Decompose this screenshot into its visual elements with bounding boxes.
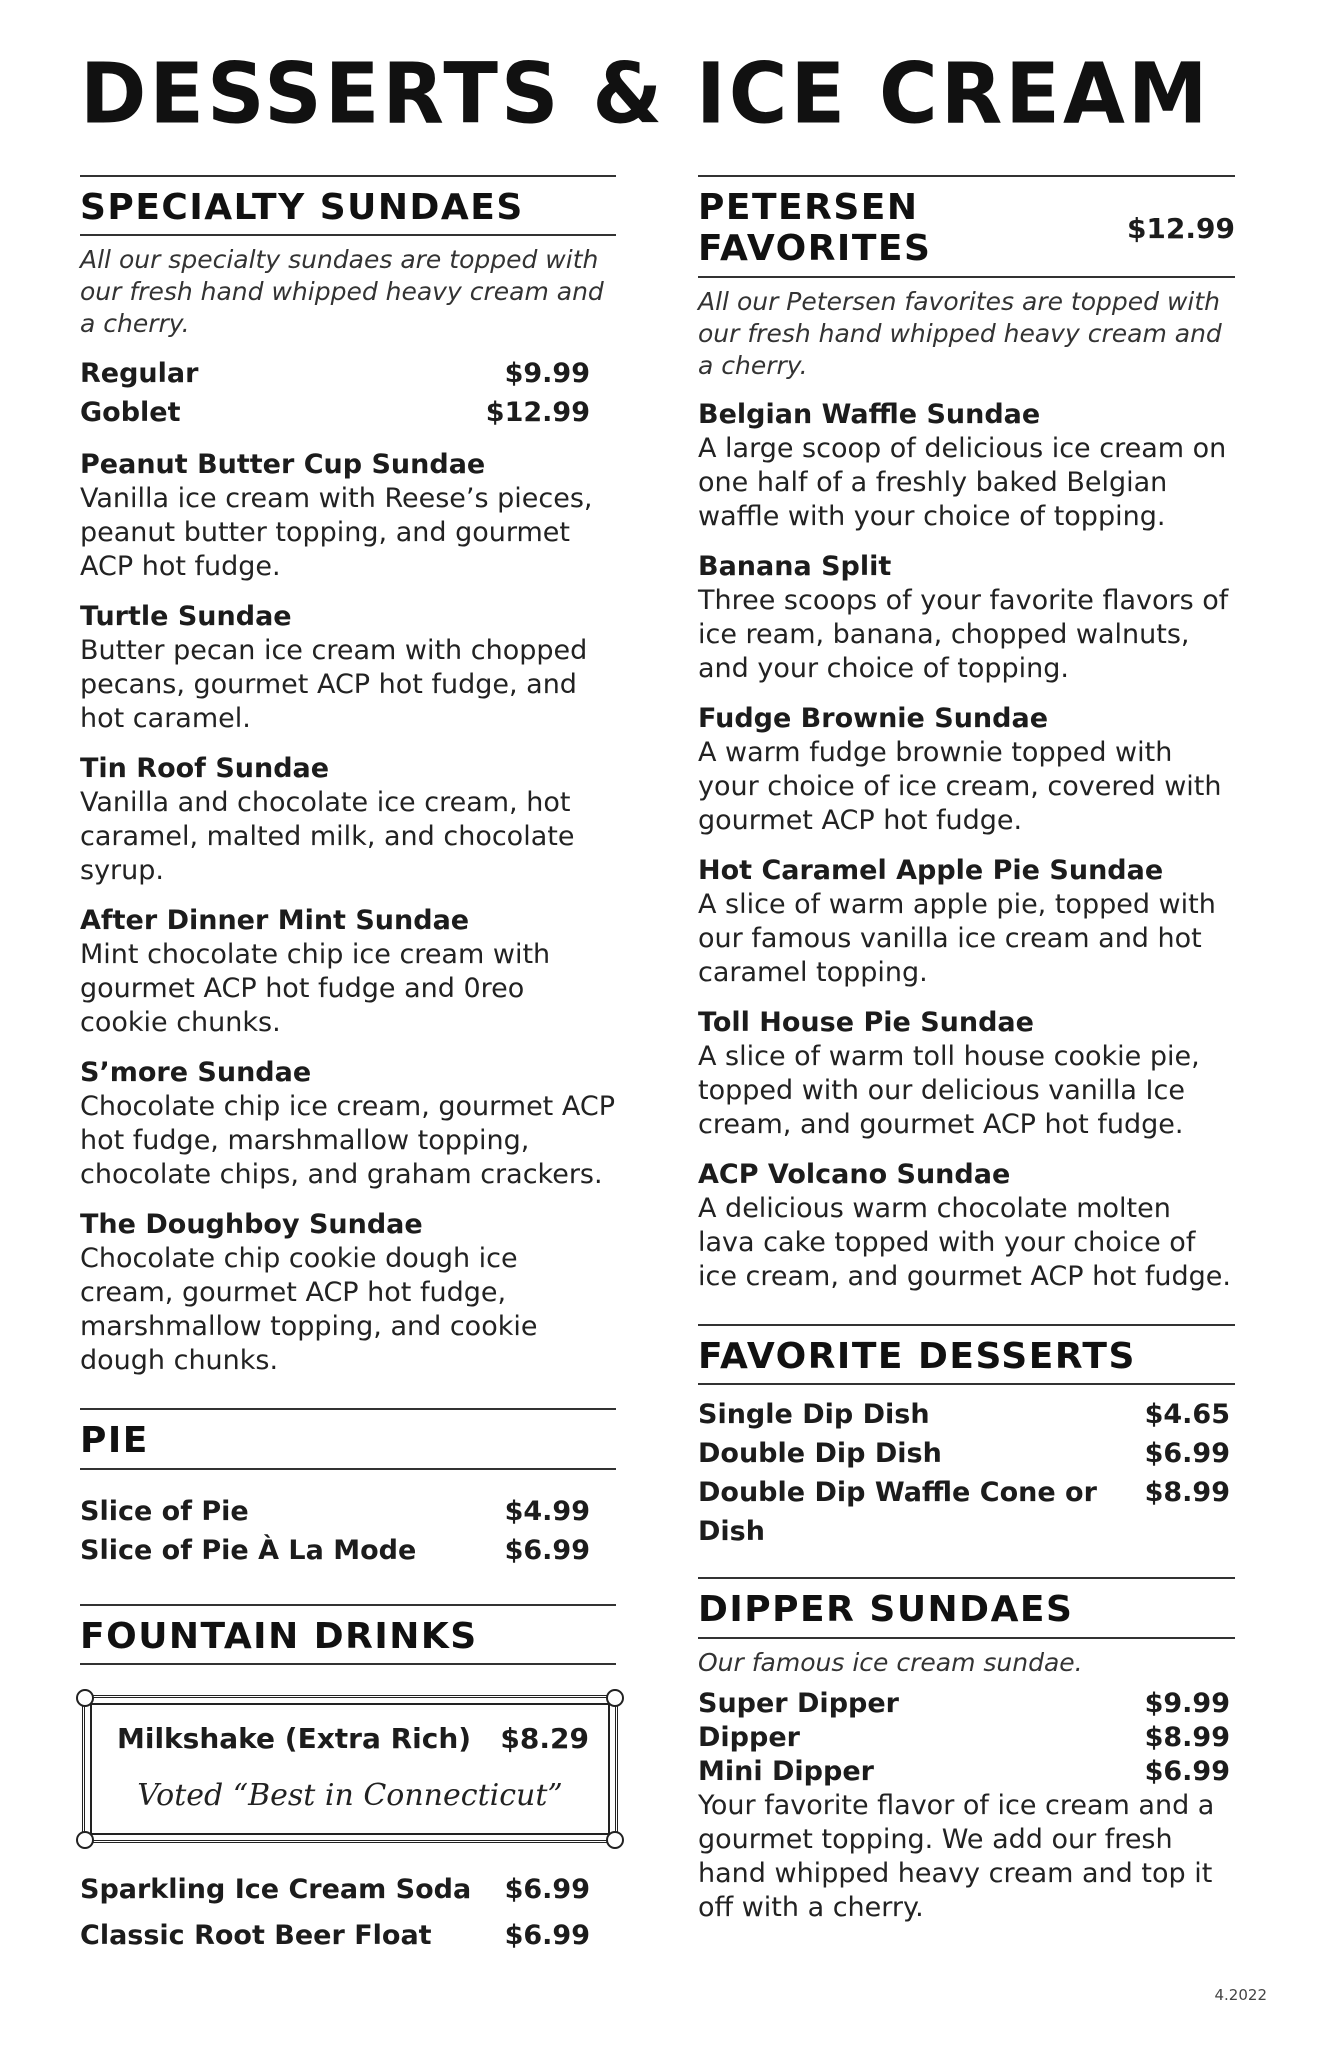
item-desc: Chocolate chip ice cream, gourmet ACP hot fudge, marshmallow topping, chocolate chips, and graham crackers. [80,1091,615,1191]
price-row [80,1531,590,1570]
item-desc: A large scoop of delicious ice cream on one half of a freshly baked Belgian waffle with your choice of topping. [698,432,1227,532]
menu-item [698,398,1235,534]
section-intro: All our specialty sundaes are topped with our fresh hand whipped heavy cream and a cherry. [80,245,604,339]
price-row [80,1867,590,1913]
menu-item [698,1158,1235,1294]
pie-header [80,1410,616,1469]
menu-item [80,752,616,888]
price-value: $6.99 [1144,1755,1230,1787]
price-label: Slice of Pie [80,1495,249,1527]
page-title: DESSERTS & ICE CREAM [80,44,1211,143]
item-name: Tin Roof Sundae [80,753,330,785]
price-value: $8.29 [500,1722,589,1756]
item-desc: A warm fudge brownie topped with your choice of ice cream, covered with gourmet ACP hot fudge. [698,736,1222,836]
price-value: $8.99 [1144,1721,1230,1753]
price-value: $4.99 [504,1495,590,1527]
price-label: Goblet [80,397,181,429]
price-label: Sparkling Ice Cream Soda [80,1874,472,1906]
price-row [80,1492,590,1531]
item-name: Hot Caramel Apple Pie Sundae [698,854,1164,886]
menu-item [698,550,1235,686]
price-row [80,1913,590,1959]
item-desc: Vanilla ice cream with Reese’s pieces, peanut butter topping, and gourmet ACP hot fudge. [80,483,593,583]
revision-code: 4.2022 [1214,1986,1267,2004]
price-row [698,1434,1230,1473]
price-row [698,1395,1230,1434]
section-title: PETERSEN FAVORITES [698,187,932,270]
price-label: Milkshake (Extra Rich) [117,1722,472,1756]
price-value: $9.99 [504,358,590,390]
price-row [117,1722,589,1755]
item-name: Belgian Waffle Sundae [698,398,1041,430]
award-tagline: Voted “Best in Connecticut” [137,1778,563,1814]
price-value: $6.99 [1144,1438,1230,1470]
price-label: Super Dipper [698,1687,899,1719]
price-row [80,354,590,393]
menu-item [80,904,616,1040]
price-label: Dipper [698,1721,800,1753]
section-price: $12.99 [1126,211,1235,245]
section-title: SPECIALTY SUNDAES [80,187,524,228]
menu-item [80,600,616,736]
price-label: Mini Dipper [698,1755,874,1787]
fountain-drinks-header [80,1606,616,1665]
price-value: $8.99 [1144,1477,1230,1509]
item-name: Fudge Brownie Sundae [698,702,1049,734]
item-name: ACP Volcano Sundae [698,1158,1011,1190]
menu-item [698,854,1235,990]
price-label: Double Dip Waffle Cone or Dish [698,1477,1097,1548]
section-title: FOUNTAIN DRINKS [80,1615,478,1657]
right-column [698,175,1235,1925]
price-row [698,1721,1230,1755]
item-desc: A delicious warm chocolate molten lava cake topped with your choice of ice cream, and gourmet ACP hot fudge. [698,1192,1231,1292]
item-name: The Doughboy Sundae [80,1209,423,1241]
item-name: Turtle Sundae [80,601,292,633]
featured-milkshake-box [82,1695,618,1843]
menu-item [698,702,1235,838]
section-intro: Our famous ice cream sundae. [698,1647,1083,1677]
price-row [698,1755,1230,1789]
menu-item [80,1208,616,1378]
section-intro: All our Petersen favorites are topped with our fresh hand whipped heavy cream and a cherry. [698,286,1222,380]
item-desc: Chocolate chip cookie dough ice cream, gourmet ACP hot fudge, marshmallow topping, and cookie dough chunks. [80,1243,538,1377]
item-name: Banana Split [698,550,892,582]
specialty-sundaes-header [80,177,616,236]
item-desc: A slice of warm toll house cookie pie, topped with our delicious vanilla Ice cream, and gourmet ACP hot fudge. [698,1040,1200,1140]
menu-item [80,1056,616,1192]
price-label: Regular [80,358,199,390]
item-desc: Mint chocolate chip ice cream with gourmet ACP hot fudge and 0reo cookie chunks. [80,939,551,1039]
section-title: DIPPER SUNDAES [698,1589,1074,1631]
price-value: $4.65 [1144,1399,1230,1431]
item-name: Toll House Pie Sundae [698,1006,1034,1038]
price-row [698,1473,1230,1551]
price-row [80,393,590,432]
item-name: After Dinner Mint Sundae [80,905,470,937]
price-label: Single Dip Dish [698,1399,930,1431]
petersen-favorites-header [698,177,1235,278]
dipper-description: Your favorite flavor of ice cream and a gourmet topping. We add our fresh hand whipped heavy cream and top it off with a cherry. [698,1789,1215,1923]
section-title: FAVORITE DESSERTS [698,1335,1136,1377]
left-column [80,175,616,1959]
item-desc: A slice of warm apple pie, topped with our famous vanilla ice cream and hot caramel topping. [698,888,1216,988]
item-desc: Three scoops of your favorite flavors of ice ream, banana, chopped walnuts, and your choice of topping. [698,584,1229,684]
section-title: PIE [80,1420,149,1462]
price-value: $6.99 [504,1920,590,1952]
price-value: $9.99 [1144,1687,1230,1719]
price-label: Classic Root Beer Float [80,1920,432,1952]
favorite-desserts-header [698,1326,1235,1385]
item-desc: Vanilla and chocolate ice cream, hot caramel, malted milk, and chocolate syrup. [80,787,575,887]
item-name: Peanut Butter Cup Sundae [80,449,486,481]
price-value: $6.99 [504,1534,590,1566]
item-name: S’more Sundae [80,1057,312,1089]
menu-item [698,1006,1235,1142]
price-row [698,1687,1230,1721]
item-desc: Butter pecan ice cream with chopped pecans, gourmet ACP hot fudge, and hot caramel. [80,635,588,735]
price-value: $12.99 [485,397,590,429]
price-label: Slice of Pie À La Mode [80,1534,417,1566]
dipper-sundaes-header [698,1579,1235,1638]
price-value: $6.99 [504,1874,590,1906]
price-label: Double Dip Dish [698,1438,942,1470]
menu-item [80,448,616,584]
